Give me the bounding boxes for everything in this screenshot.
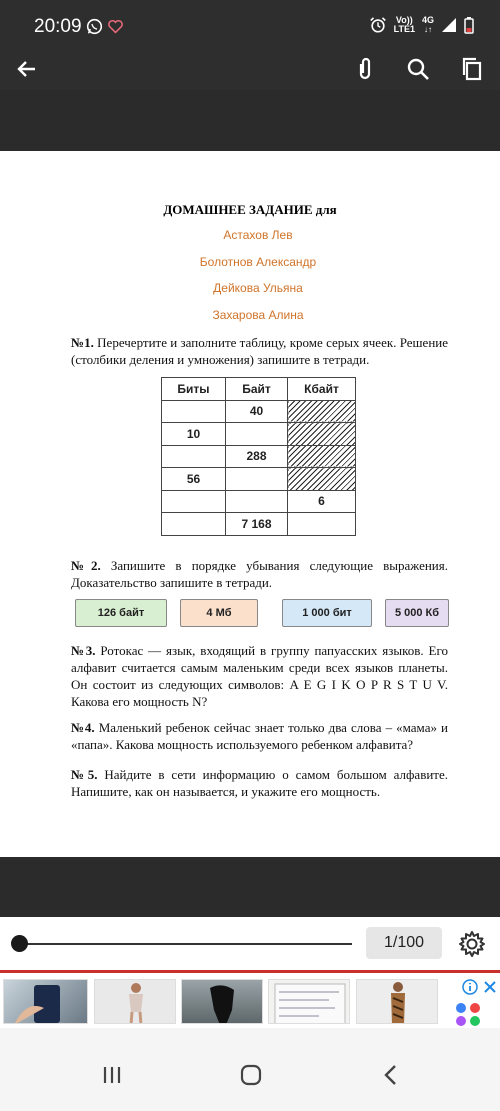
task-1: №1. Перечертите и заполните таблицу, кроме серых ячеек. Решение (столбики деления и умножения) запишите в тетради. [71, 335, 448, 367]
expression-box: 1 000 бит [282, 599, 372, 627]
ad-close-icon[interactable] [483, 980, 497, 994]
phone-image [4, 980, 88, 1024]
table-cell [162, 513, 226, 536]
table-row [162, 468, 356, 491]
ad-image[interactable] [3, 979, 88, 1024]
fashion-image [357, 980, 438, 1024]
whatsapp-icon [86, 18, 103, 35]
system-nav-bar [0, 1028, 500, 1111]
table-header: Кбайт [288, 378, 356, 401]
table-row [162, 400, 356, 423]
table-cell [226, 468, 288, 491]
expression-box: 126 байт [75, 599, 167, 627]
table-cell [162, 490, 226, 513]
recent-apps-icon [101, 1065, 123, 1085]
table-row [162, 513, 356, 536]
table-header-row [162, 378, 356, 401]
expression-box: 5 000 Кб [385, 599, 449, 627]
ad-image[interactable] [181, 979, 263, 1024]
home-button[interactable] [236, 1060, 266, 1090]
notebook-image [269, 980, 350, 1024]
student-name: Астахов Лев [223, 228, 293, 242]
table-cell [162, 400, 226, 423]
arrow-left-icon [15, 57, 39, 81]
task-2: №2. Запишите в порядке убывания следующие выражения. Доказательство запишите в тетради. [71, 558, 448, 590]
table-cell: 6 [288, 490, 356, 513]
expression-box: 4 Мб [180, 599, 258, 627]
table-header: Байт [226, 378, 288, 401]
table-row [162, 445, 356, 468]
task-5: №5. Найдите в сети информацию о самом большом алфавите. Напишите, как он называется, и укажите его мощность. [71, 767, 448, 799]
units-table [161, 377, 356, 536]
task-3: №3. Ротокас — язык, входящий в группу папуасских языков. Его алфавит считается самым маленьким среди всех языков планеты. Он состоит из следующих символов: A E G I K O P R S T U V. Какова его мощность N? [71, 643, 448, 709]
task-4: №4. Маленький ребенок сейчас знает только два слова – «мама» и «папа». Какова мощность используемого ребенком алфавита? [71, 720, 448, 752]
signal-type: 4G ↓↑ [421, 15, 434, 34]
doc-title: ДОМАШНЕЕ ЗАДАНИЕ для [163, 202, 337, 217]
ad-logo-icon [455, 1003, 491, 1029]
table-cell [226, 490, 288, 513]
table-cell: 288 [226, 445, 288, 468]
viewer-background-bottom [0, 857, 500, 917]
alarm-icon [369, 16, 387, 34]
search-button[interactable] [401, 52, 435, 86]
table-cell: 10 [162, 423, 226, 446]
table-cell: 56 [162, 468, 226, 491]
page-slider-knob[interactable] [11, 935, 28, 952]
viewer-background-top [0, 90, 500, 151]
chevron-left-icon [381, 1064, 401, 1086]
status-right [369, 16, 474, 34]
table-cell-gray [288, 423, 356, 446]
fashion-image [182, 980, 263, 1024]
battery-icon [464, 17, 474, 34]
student-name: Захарова Алина [212, 308, 304, 322]
student-name: Дейкова Ульяна [213, 281, 303, 295]
page-slider-track[interactable] [20, 943, 352, 945]
document-page [0, 151, 500, 857]
table-cell [226, 423, 288, 446]
back-button[interactable] [10, 52, 44, 86]
paperclip-icon [355, 56, 375, 82]
copy-button[interactable] [455, 52, 489, 86]
page-indicator[interactable]: 1/100 [366, 927, 442, 959]
table-cell: 40 [226, 400, 288, 423]
status-bar [0, 0, 500, 48]
home-icon [239, 1063, 263, 1087]
attach-button[interactable] [348, 52, 382, 86]
status-time: 20:09 [34, 16, 82, 37]
network-label: Vo)) LTE1 [393, 15, 415, 34]
back-nav-button[interactable] [376, 1060, 406, 1090]
fashion-image [95, 980, 176, 1024]
ad-image[interactable] [94, 979, 176, 1024]
student-name: Болотнов Александр [199, 255, 317, 269]
table-header: Биты [162, 378, 226, 401]
table-cell-gray [288, 445, 356, 468]
recent-apps-button[interactable] [97, 1060, 127, 1090]
table-cell-gray [288, 400, 356, 423]
copy-icon [461, 57, 483, 81]
ad-info-icon[interactable] [462, 979, 478, 995]
ad-image[interactable] [356, 979, 438, 1024]
heart-app-icon [107, 18, 124, 35]
table-cell [162, 445, 226, 468]
expressions-row [75, 599, 450, 627]
table-row [162, 423, 356, 446]
table-cell: 7 168 [226, 513, 288, 536]
app-toolbar [0, 48, 500, 90]
search-icon [406, 57, 430, 81]
ad-image[interactable] [268, 979, 350, 1024]
viewer-controls [0, 917, 500, 970]
ad-banner[interactable] [0, 970, 500, 1028]
gear-icon[interactable] [458, 930, 486, 958]
table-row [162, 490, 356, 513]
signal-bars-icon [441, 17, 457, 33]
table-cell [288, 513, 356, 536]
table-cell-gray [288, 468, 356, 491]
